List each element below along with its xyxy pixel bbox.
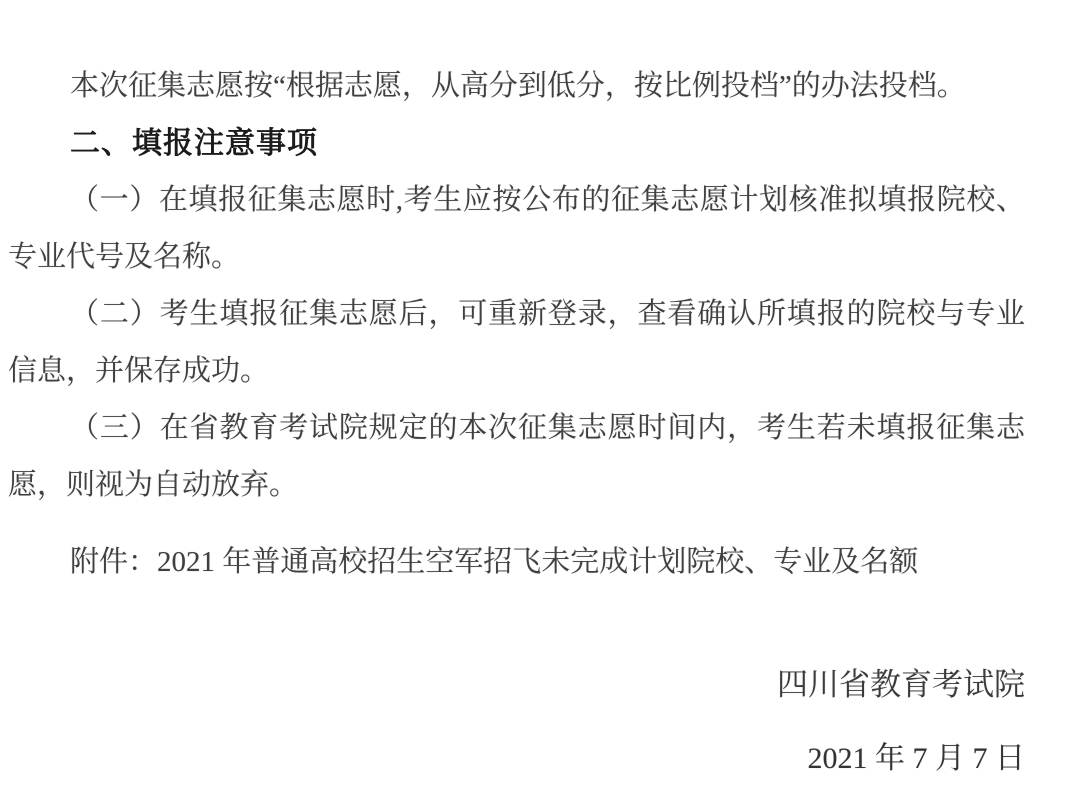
section-heading: 二、填报注意事项 bbox=[70, 127, 318, 160]
item-paragraph-2: （二）考生填报征集志愿后，可重新登录，查看确认所填报的院校与专业信息，并保存成功。 bbox=[8, 298, 1025, 387]
issuer-signature: 四川省教育考试院 bbox=[777, 667, 1025, 702]
attachment-line: 附件：2021 年普通高校招生空军招飞未完成计划院校、专业及名额 bbox=[70, 546, 919, 578]
item-paragraph-1: （一）在填报征集志愿时,考生应按公布的征集志愿计划核准拟填报院校、专业代号及名称。 bbox=[8, 184, 1025, 273]
intro-paragraph: 本次征集志愿按“根据志愿，从高分到低分，按比例投档”的办法投档。 bbox=[70, 70, 966, 102]
issue-date: 2021 年 7 月 7 日 bbox=[807, 742, 1025, 775]
item-paragraph-3: （三）在省教育考试院规定的本次征集志愿时间内，考生若未填报征集志愿，则视为自动放弃。 bbox=[8, 412, 1025, 501]
